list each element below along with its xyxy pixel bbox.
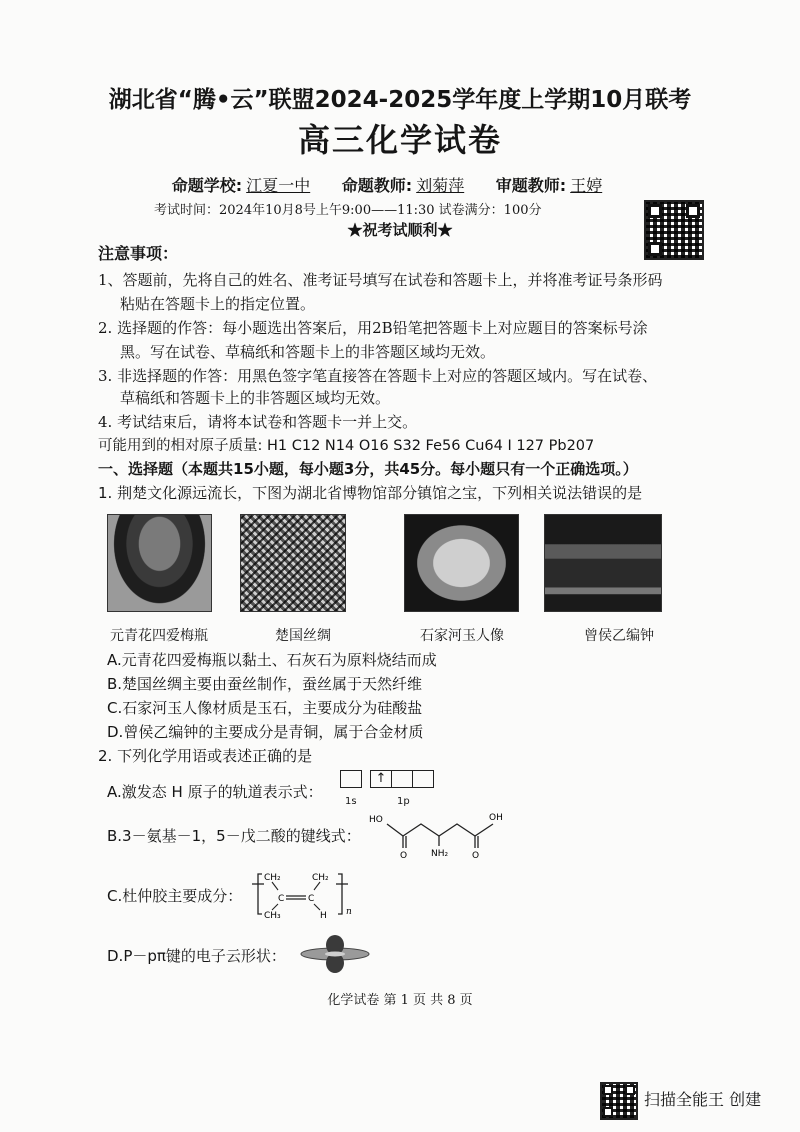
question-2-stem: 2. 下列化学用语或表述正确的是 xyxy=(98,747,313,765)
silk-photo xyxy=(240,514,346,612)
orbital-box-1p-3 xyxy=(412,770,434,788)
exam-time: 考试时间：2024年10月8号上午9:00——11:30 试卷满分：100分 xyxy=(154,203,542,218)
q1-option-d: D.曾侯乙编钟的主要成分是青铜，属于合金材质 xyxy=(107,723,424,741)
caption-jade: 石家河玉人像 xyxy=(420,628,504,644)
bronze-bells-photo xyxy=(544,514,662,612)
q2-option-b: B.3－氨基－1，5－戊二酸的键线式： xyxy=(107,827,361,845)
note-line: 4. 考试结束后，请将本试卷和答题卡一并上交。 xyxy=(98,413,418,431)
qr-code-icon xyxy=(644,200,704,260)
label-c-left: C xyxy=(278,894,285,904)
note-line: 草稿纸和答题卡上的非答题区域均无效。 xyxy=(120,389,391,407)
note-line: 2. 选择题的作答：每小题选出答案后，用2B铅笔把答题卡上对应题目的答案标号涂 xyxy=(98,319,648,337)
p-p-pi-bond-electron-cloud xyxy=(300,934,370,974)
orbital-box-1p-1: ↑ xyxy=(370,770,392,788)
gutta-percha-structure xyxy=(250,868,360,920)
school-value: 江夏一中 xyxy=(246,176,311,195)
label-ch2-right: CH₂ xyxy=(312,873,329,883)
author-info xyxy=(0,176,800,196)
notes-heading: 注意事项： xyxy=(98,244,179,263)
page-title: 高三化学试卷 xyxy=(297,121,502,159)
q2-option-d: D.P－pπ键的电子云形状： xyxy=(107,947,286,965)
label-o-right: O xyxy=(472,851,480,860)
note-line: 3. 非选择题的作答：用黑色签字笔直接答在答题卡上对应的答题区域内。写在试卷、 xyxy=(98,367,658,385)
reviewer-value: 王婷 xyxy=(570,176,603,195)
label-oh: OH xyxy=(489,813,503,823)
label-ch2-left: CH₂ xyxy=(264,873,281,883)
label-h: H xyxy=(320,911,327,920)
school-label: 命题学校: xyxy=(171,176,243,195)
label-o-left: O xyxy=(400,851,408,860)
page-footer: 化学试卷 第 1 页 共 8 页 xyxy=(327,993,473,1008)
teacher-value: 刘菊萍 xyxy=(416,176,465,195)
exam-series-title: 湖北省“腾•云”联盟2024-2025学年度上学期10月联考 xyxy=(108,87,692,113)
orbital-label-1s: 1s xyxy=(345,796,357,807)
jade-figure-photo xyxy=(404,514,519,612)
note-line: 1、答题前，先将自己的姓名、准考证号填写在试卷和答题卡上，并将准考证号条形码 xyxy=(98,271,663,289)
label-ho: HO xyxy=(369,815,383,825)
section-heading: 一、选择题（本题共15小题，每小题3分，共45分。每小题只有一个正确选项。） xyxy=(98,460,638,478)
glutamic-acid-skeletal-formula xyxy=(365,810,515,860)
label-nh2: NH₂ xyxy=(431,849,449,859)
q2-option-c: C.杜仲胶主要成分： xyxy=(107,887,243,905)
label-ch3: CH₃ xyxy=(264,911,281,920)
atomic-masses: 可能用到的相对原子质量: H1 C12 N14 O16 S32 Fe56 Cu64 I 127 Pb207 xyxy=(98,438,595,454)
good-luck-banner: ★祝考试顺利★ xyxy=(347,221,453,239)
note-line: 粘贴在答题卡上的指定位置。 xyxy=(120,295,316,313)
label-n: n xyxy=(346,907,352,917)
caption-bells: 曾侯乙编钟 xyxy=(584,628,654,644)
q1-option-b: B.楚国丝绸主要由蚕丝制作，蚕丝属于天然纤维 xyxy=(107,675,423,693)
caption-vase: 元青花四爱梅瓶 xyxy=(110,628,208,644)
teacher-label: 命题教师: xyxy=(341,176,413,195)
orbital-box-1p-2 xyxy=(391,770,413,788)
orbital-label-1p: 1p xyxy=(397,796,410,807)
label-c-right: C xyxy=(308,894,315,904)
vase-photo xyxy=(107,514,212,612)
scanner-brand: 扫描全能王 创建 xyxy=(644,1090,762,1109)
caption-silk: 楚国丝绸 xyxy=(275,628,331,644)
q1-option-c: C.石家河玉人像材质是玉石，主要成分为硅酸盐 xyxy=(107,699,423,717)
reviewer-label: 审题教师: xyxy=(495,176,567,195)
q2-option-a: A.激发态 H 原子的轨道表示式： xyxy=(107,783,323,801)
orbital-box-1s xyxy=(340,770,362,788)
note-line: 黑。写在试卷、草稿纸和答题卡上的非答题区域均无效。 xyxy=(120,343,496,361)
scanner-qr-icon xyxy=(600,1082,638,1120)
question-1-stem: 1. 荆楚文化源远流长，下图为湖北省博物馆部分镇馆之宝，下列相关说法错误的是 xyxy=(98,484,643,502)
q1-option-a: A.元青花四爱梅瓶以黏土、石灰石为原料烧结而成 xyxy=(107,651,437,669)
